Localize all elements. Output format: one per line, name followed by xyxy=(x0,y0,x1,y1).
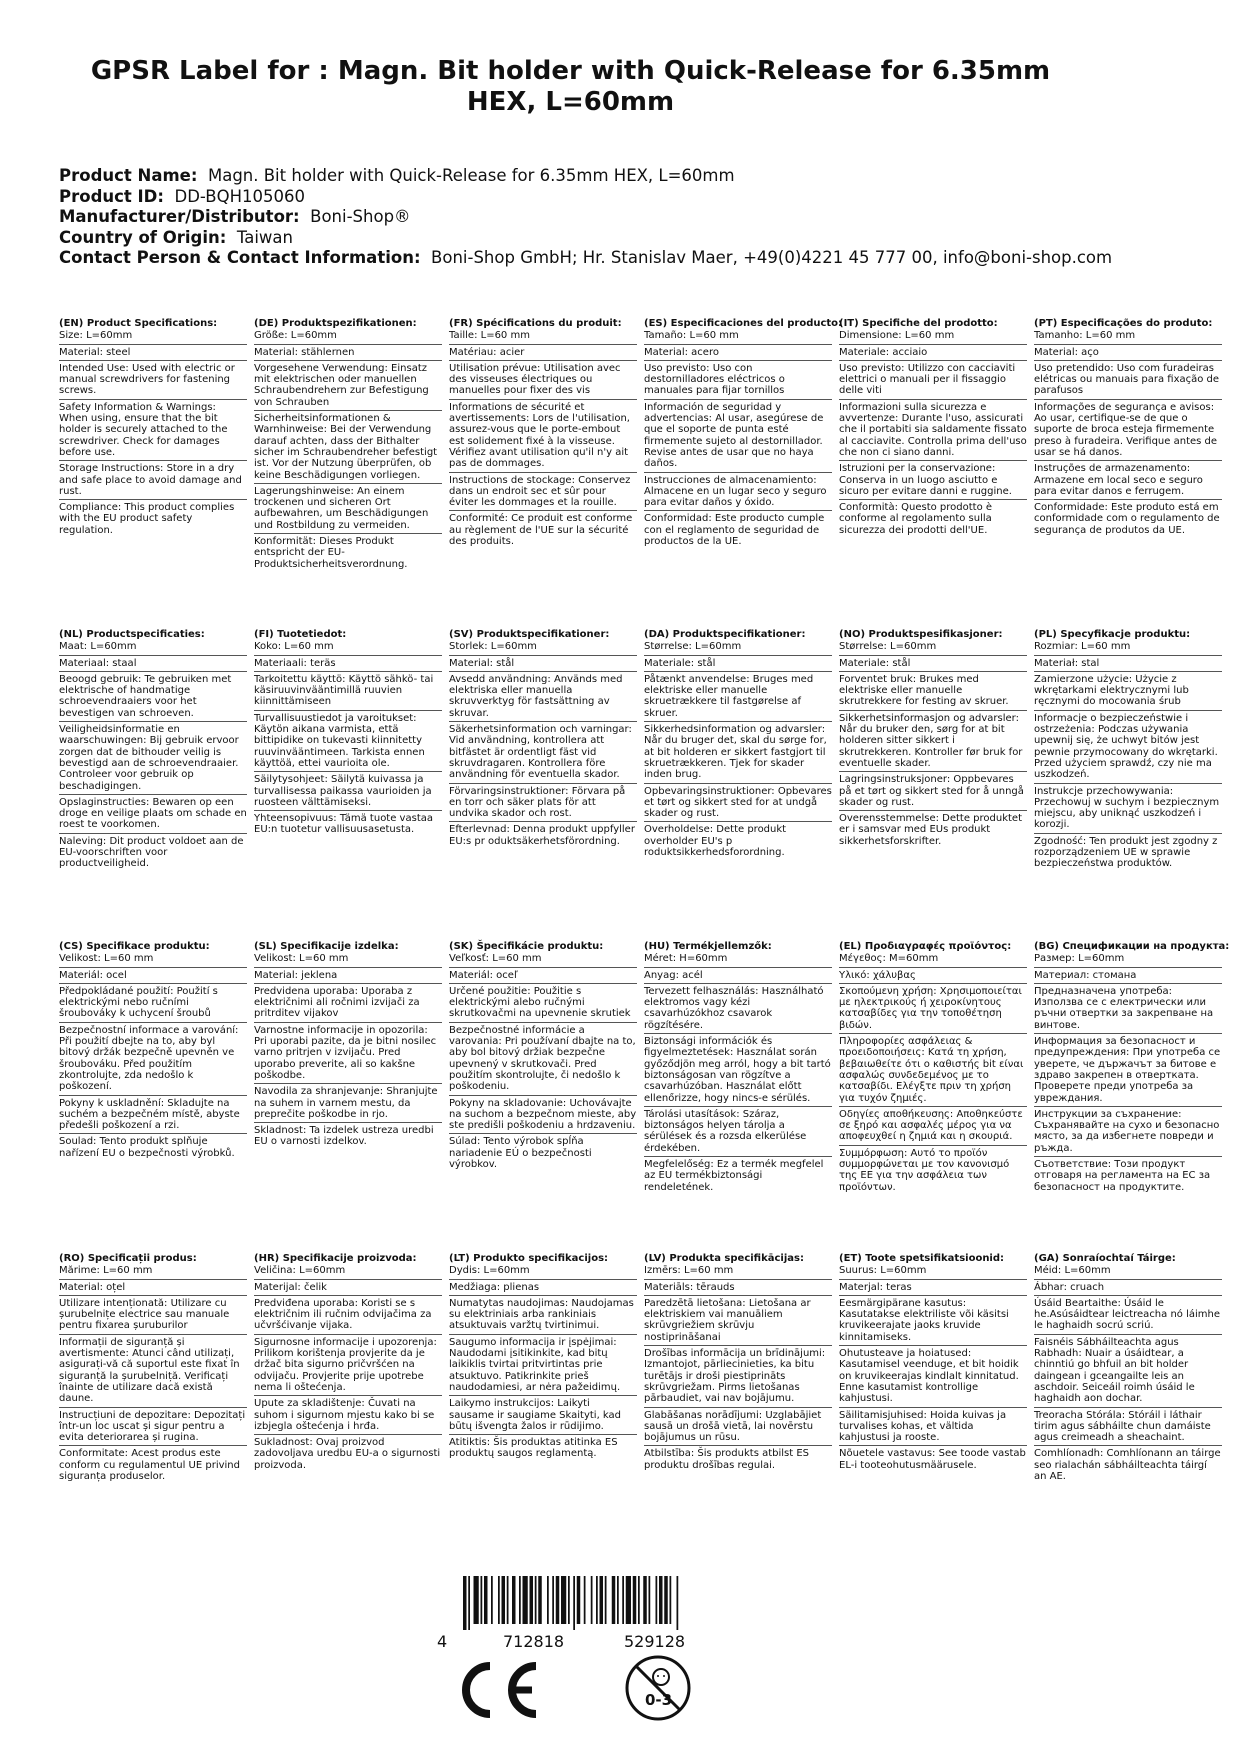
spec-line: Nõuetele vastavus: See toode vastab EL-i tooteohutusmäärusele. xyxy=(839,1448,1026,1471)
barcode-bar xyxy=(538,1576,542,1624)
barcode-bar xyxy=(612,1576,616,1624)
spec-block-heading: (CS) Specifikace produktu: xyxy=(59,941,210,952)
spec-block xyxy=(59,1253,247,1486)
barcode-bar xyxy=(463,1576,467,1630)
spec-line: Numatytas naudojimas: Naudojamas su elektriniais arba rankiniais atsuktuvais varžtų tvirtinimui. xyxy=(449,1298,637,1335)
spec-line: Určené použitie: Použitie s elektrickými alebo ručnými skrutkovačmi na upevnenie skrutiek xyxy=(449,986,637,1023)
spec-block-heading: (SK) Špecifikácie produktu: xyxy=(449,941,604,952)
spec-line: Saugumo informacija ir įspėjimai: Naudodami įsitikinkite, kad bitų laikiklis tvirtai pritvirtintas prie atsuktuvo. Patikrinkite prieš naudodamiesi, ar nėra pažeidimų. xyxy=(449,1337,637,1396)
spec-line: Material: acero xyxy=(644,347,832,361)
spec-line: Biztonsági információk és figyelmeztetések: Használat során győződjön meg arról, hogy a bit tartó biztonságosan van rögzítve a csavarhúzóban. Használat előtt ellenőrizze, hogy nincs-e sérülés. xyxy=(644,1036,832,1107)
barcode-bar xyxy=(502,1576,506,1624)
spec-block xyxy=(59,941,247,1163)
spec-line: Bezpečnostné informácie a varovania: Pri používaní dbajte na to, aby bol bitový držiak bezpečne upevnený v skrutkovači. Pred použitím skontrolujte, či nedošlo k poškodeniu. xyxy=(449,1025,637,1096)
spec-line: Zamierzone użycie: Użycie z wkrętarkami elektrycznymi lub ręcznymi do mocowania śrub xyxy=(1034,674,1222,711)
spec-line: Uso previsto: Uso con destornilladores eléctricos o manuales para fijar tornillos xyxy=(644,363,832,400)
spec-line: Safety Information & Warnings: When using, ensure that the bit holder is securely attached to the screwdriver. Check for damages before use. xyxy=(59,402,247,461)
spec-block-heading: (ET) Toote spetsifikatsioonid: xyxy=(839,1253,1005,1264)
barcode-bar xyxy=(556,1576,560,1624)
spec-line: Conformidade: Este produto está em conformidade com o regulamento de segurança de produtos da UE. xyxy=(1034,502,1220,536)
manufacturer-label: Manufacturer/Distributor: xyxy=(59,207,300,226)
spec-line: Materijal: čelik xyxy=(254,1282,442,1296)
spec-line: Konformität: Dieses Produkt entspricht der EU-Produktsicherheitsverordnung. xyxy=(254,536,408,570)
spec-line: Størrelse: L=60mm xyxy=(839,641,1027,655)
barcode-bar xyxy=(596,1576,598,1624)
spec-line: Bezpečnostní informace a varování: Při použití dbejte na to, aby byl bitový držák bezpečně upevněn ve šroubováku. Před použitím zkontrolujte, zda nedošlo k poškození. xyxy=(59,1025,247,1096)
product-name-value: Magn. Bit holder with Quick-Release for 6.35mm HEX, L=60mm xyxy=(207,166,735,185)
barcode-bar xyxy=(638,1576,640,1624)
spec-block-heading: (LT) Produkto specifikacijos: xyxy=(449,1253,609,1264)
spec-block-heading: (FI) Tuotetiedot: xyxy=(254,629,347,640)
barcode-bar xyxy=(491,1576,493,1624)
spec-line: Οδηγίες αποθήκευσης: Αποθηκεύστε σε ξηρό και ασφαλές μέρος για να αποφευχθεί η ζημιά και η σκουριά. xyxy=(839,1109,1027,1146)
spec-line: Atbilstība: Šis produkts atbilst ES produktu drošības regulai. xyxy=(644,1448,810,1471)
spec-block-heading: (HU) Termékjellemzők: xyxy=(644,941,772,952)
spec-block xyxy=(839,1253,1027,1475)
spec-block-heading: (EN) Product Specifications: xyxy=(59,318,218,329)
spec-line: Informații de siguranță și avertismente: Atunci când utilizați, asigurați-vă că suportul este fixat în siguranță la șurubelniță. Verificați înainte de utilizare dacă există daune. xyxy=(59,1337,247,1408)
spec-line: Tamanho: L=60 mm xyxy=(1034,330,1222,344)
barcode-bar xyxy=(512,1576,516,1624)
spec-line: Informazioni sulla sicurezza e avvertenze: Durante l'uso, assicurati che il portabiti sia saldamente fissato al cacciavite. Controlla prima dell'uso che non ci siano danni. xyxy=(839,402,1027,461)
barcode-digits-left: 4 xyxy=(437,1632,448,1651)
spec-line: Izmērs: L=60 mm xyxy=(644,1265,832,1279)
spec-line: Rozmiar: L=60 mm xyxy=(1034,641,1222,655)
spec-block-heading: (SV) Produktspecifikationer: xyxy=(449,629,610,640)
contact-row xyxy=(59,248,1199,269)
spec-line: Instrucțiuni de depozitare: Depozitați într-un loc uscat și sigur pentru a evita deteriorarea și rugina. xyxy=(59,1410,247,1447)
spec-block-heading: (NL) Productspecificaties: xyxy=(59,629,205,640)
spec-block xyxy=(254,1253,442,1475)
spec-line: Koko: L=60 mm xyxy=(254,641,442,655)
spec-line: Velikost: L=60 mm xyxy=(254,953,442,967)
spec-block-heading: (EL) Προδιαγραφές προϊόντος: xyxy=(839,941,1012,952)
barcode-bar xyxy=(573,1576,575,1630)
spec-block xyxy=(839,629,1027,851)
barcode-bar xyxy=(547,1576,549,1624)
barcode-bar xyxy=(498,1576,500,1624)
spec-line: Conformitate: Acest produs este conform cu regulamentul UE privind siguranța produselor. xyxy=(59,1448,240,1483)
spec-line: Beoogd gebruik: Te gebruiken met elektrische of handmatige schroevendraaiers voor het bevestigen van schroeven. xyxy=(59,674,247,722)
spec-block xyxy=(449,941,637,1174)
spec-line: Intended Use: Used with electric or manual screwdrivers for fastening screws. xyxy=(59,363,247,400)
spec-line: Pokyny k uskladnění: Skladujte na suchém a bezpečném místě, abyste předešli poškození a rzi. xyxy=(59,1098,247,1135)
spec-line: Sicherheitsinformationen & Warnhinweise: Bei der Verwendung darauf achten, dass der Bithalter sicher im Schraubendreher befestigt ist. Vor der Nutzung überprüfen, ob keine Beschädigungen vorliegen. xyxy=(254,413,442,484)
spec-line: Méret: H=60mm xyxy=(644,953,832,967)
spec-block-heading: (FR) Spécifications du produit: xyxy=(449,318,622,329)
spec-block xyxy=(1034,941,1230,1197)
product-name-label: Product Name: xyxy=(59,166,198,185)
country-row xyxy=(59,228,1199,249)
barcode-bar xyxy=(664,1576,668,1624)
barcode-bar xyxy=(484,1576,488,1624)
barcode-bar xyxy=(568,1576,570,1624)
spec-line: Material: stählernen xyxy=(254,347,442,361)
barcode-bar xyxy=(600,1576,604,1624)
spec-block xyxy=(644,941,832,1197)
barcode-bar xyxy=(649,1576,651,1624)
country-value: Taiwan xyxy=(236,227,293,247)
spec-line: Ábhar: cruach xyxy=(1034,1282,1222,1296)
manufacturer-row xyxy=(59,207,1199,228)
spec-line: Materiale: acciaio xyxy=(839,347,1027,361)
spec-line: Material: aço xyxy=(1034,347,1222,361)
spec-block xyxy=(839,318,1027,540)
spec-line: Drošības informācija un brīdinājumi: Izmantojot, pārliecinieties, ka bitu turētājs ir droši piestiprināts skrūvgriežam. Pirms lietošanas pārbaudiet, vai nav bojājumu. xyxy=(644,1348,832,1407)
spec-line: Varnostne informacije in opozorila: Pri uporabi pazite, da je bitni nosilec varno pritrjen v izvijaču. Pred uporabo preverite, ali so kakšne poškodbe. xyxy=(254,1025,442,1084)
spec-block-heading: (NO) Produktspesifikasjoner: xyxy=(839,629,1003,640)
spec-line: Säilytysohjeet: Säilytä kuivassa ja turvallisessa paikassa vaurioiden ja ruosteen välttämiseksi. xyxy=(254,774,442,811)
spec-line: Glabāšanas norādījumi: Uzglabājiet sausā un drošā vietā, lai novērstu bojājumus un rūsu. xyxy=(644,1410,832,1447)
barcode-bar xyxy=(605,1576,607,1624)
spec-line: Größe: L=60mm xyxy=(254,330,442,344)
spec-block xyxy=(1034,629,1222,874)
spec-line: Conformità: Questo prodotto è conforme al regolamento sulla sicurezza dei prodotti dell'UE. xyxy=(839,502,993,536)
barcode-digits-right: 529128 xyxy=(624,1632,686,1651)
spec-line: Påtænkt anvendelse: Bruges med elektriske eller manuelle skruetrækkere til fastgørelse af skruer. xyxy=(644,674,832,722)
spec-block xyxy=(59,629,247,874)
spec-line: Μέγεθος: Μ=60mm xyxy=(839,953,1027,967)
barcode-bar xyxy=(670,1576,672,1624)
spec-line: Förvaringsinstruktioner: Förvara på en torr och säker plats för att undvika skador och rost. xyxy=(449,786,637,823)
spec-block xyxy=(644,318,843,551)
barcode-bar xyxy=(552,1576,554,1624)
spec-line: Treoracha Stórála: Stóráil i láthair tirim agus sábháilte chun damáiste agus creimeadh a sheachaint. xyxy=(1034,1410,1222,1447)
spec-line: Taille: L=60 mm xyxy=(449,330,637,344)
spec-block-heading: (PT) Especificações do produto: xyxy=(1034,318,1213,329)
spec-line: Atitiktis: Šis produktas atitinka ES produktų saugos reglamentą. xyxy=(449,1437,618,1460)
spec-block xyxy=(254,318,442,574)
spec-line: Veličina: L=60mm xyxy=(254,1265,442,1279)
spec-block xyxy=(644,1253,832,1475)
spec-line: Tarkoitettu käyttö: Käyttö sähkö- tai käsiruuvinvääntimillä ruuvien kiinnittämiseen xyxy=(254,674,442,711)
spec-line: Υλικό: χάλυβας xyxy=(839,970,1027,984)
spec-line: Sikkerhedsinformation og advarsler: Når du bruger det, skal du sørge for, at bit holderen er sikkert fastgjort til skruetrækkeren. Tjek for skader inden brug. xyxy=(644,724,832,783)
spec-line: Opbevaringsinstruktioner: Opbevares et tørt og sikkert sted for at undgå skader og rust. xyxy=(644,786,832,823)
spec-line: Συμμόρφωση: Αυτό το προϊόν συμμορφώνεται με τον κανονισμό της ΕΕ για την ασφάλεια των προϊόντων. xyxy=(839,1147,1010,1193)
spec-line: Utilisation prévue: Utilisation avec des visseuses électriques ou manuelles pour fixer des vis xyxy=(449,363,637,400)
spec-line: Materiaal: staal xyxy=(59,658,247,672)
spec-line: Istruzioni per la conservazione: Conserva in un luogo asciutto e sicuro per evitare danni e ruggine. xyxy=(839,463,1027,500)
spec-line: Compliance: This product complies with the EU product safety regulation. xyxy=(59,502,235,536)
spec-line: Conformité: Ce produit est conforme au règlement de l'UE sur la sécurité des produits. xyxy=(449,513,633,548)
spec-line: Lagringsinstruksjoner: Oppbevares på et tørt og sikkert sted for å unngå skader og rust. xyxy=(839,774,1027,811)
spec-block xyxy=(449,318,637,551)
spec-line: Storage Instructions: Store in a dry and safe place to avoid damage and rust. xyxy=(59,463,247,500)
spec-line: Material: oțel xyxy=(59,1282,247,1296)
spec-line: Naleving: Dit product voldoet aan de EU-voorschriften voor productveiligheid. xyxy=(59,835,244,870)
spec-line: Laikymo instrukcijos: Laikyti sausame ir saugiame Skaityti, kad būtų išvengta žalos ir rūdijimo. xyxy=(449,1398,637,1435)
spec-line: Informações de segurança e avisos: Ao usar, certifique-se de que o suporte de broca esteja firmemente preso à furadeira. Verifique antes de usar se há danos. xyxy=(1034,402,1222,461)
spec-line: Velikost: L=60 mm xyxy=(59,953,247,967)
spec-block xyxy=(254,941,442,1152)
barcode-bar xyxy=(535,1576,537,1624)
spec-line: Méid: L=60mm xyxy=(1034,1265,1222,1279)
spec-line: Matériau: acier xyxy=(449,347,637,361)
country-label: Country of Origin: xyxy=(59,227,227,247)
spec-block-heading: (HR) Specifikacije proizvoda: xyxy=(254,1253,417,1264)
spec-line: Overensstemmelse: Dette produktet er i samsvar med EUs produkt sikkerhetsforskrifter. xyxy=(839,813,1022,847)
spec-line: Eesmärgipärane kasutus: Kasutatakse elektriliste või käsitsi kruvikeerajate jaoks kruvide kinnitamiseks. xyxy=(839,1298,1027,1346)
spec-line: Материал: стомана xyxy=(1034,970,1222,984)
spec-line: Información de seguridad y advertencias: Al usar, asegúrese de que el soporte de punta esté firmemente sujeto al destornillador. Revise antes de usar que no haya daños. xyxy=(644,402,832,473)
spec-line: Avsedd användning: Används med elektriska eller manuella skruvverktyg för fastsättning av skruvar. xyxy=(449,674,637,722)
product-name-row xyxy=(59,166,1199,187)
barcode-bar xyxy=(481,1576,483,1624)
spec-line: Opslaginstructies: Bewaren op een droge en veilige plaats om schade en roest te voorkomen. xyxy=(59,797,247,834)
spec-line: Suurus: L=60mm xyxy=(839,1265,1027,1279)
spec-block xyxy=(59,318,247,540)
spec-line: Mărime: L=60 mm xyxy=(59,1265,247,1279)
barcode-bar xyxy=(577,1576,581,1624)
spec-line: Uso pretendido: Uso com furadeiras elétricas ou manuais para fixação de parafusos xyxy=(1034,363,1222,400)
spec-line: Storlek: L=60mm xyxy=(449,641,637,655)
age-range-label: 0-3 xyxy=(645,1691,673,1709)
spec-line: Instrukcje przechowywania: Przechowuj w suchym i bezpiecznym miejscu, aby uniknąć uszkodzeń i korozji. xyxy=(1034,786,1222,834)
spec-block-heading: (IT) Specifiche del prodotto: xyxy=(839,318,998,329)
spec-line: Forventet bruk: Brukes med elektriske eller manuelle skrutrekkere for festing av skruer. xyxy=(839,674,1027,711)
spec-line: Σκοπούμενη χρήση: Χρησιμοποιείται με ηλεκτρικούς ή χειροκίνητους κατσαβίδες για την τοποθέτηση βιδών. xyxy=(839,986,1027,1034)
spec-line: Предназначена употреба: Използва се с електрически или ръчни отвертки за закрепване на винтове. xyxy=(1034,986,1222,1034)
spec-line: Navodila za shranjevanje: Shranjujte na suhem in varnem mestu, da preprečite poškodbe in rjo. xyxy=(254,1086,442,1123)
spec-line: Upute za skladištenje: Čuvati na suhom i sigurnom mjestu kako bi se izbjegla oštećenja i hrđa. xyxy=(254,1398,442,1435)
spec-block-heading: (LV) Produkta specifikācijas: xyxy=(644,1253,804,1264)
spec-block-heading: (ES) Especificaciones del producto: xyxy=(644,318,843,329)
spec-block-heading: (BG) Спецификации на продукта: xyxy=(1034,941,1230,952)
spec-line: Πληροφορίες ασφάλειας & προειδοποιήσεις: Κατά τη χρήση, βεβαιωθείτε ότι ο καθιστής bit είναι ασφαλώς συνδεδεμένος με το κατσαβίδι. Ελέγξτε πριν τη χρήση για τυχόν ζημιές. xyxy=(839,1036,1027,1107)
spec-line: Yhteensopivuus: Tämä tuote vastaa EU:n tuotetur vallisuusasetusta. xyxy=(254,813,433,836)
spec-line: Zgodność: Ten produkt jest zgodny z rozporządzeniem UE w sprawie bezpieczeństwa produktów. xyxy=(1034,835,1218,870)
spec-block-heading: (GA) Sonraíochtaí Táirge: xyxy=(1034,1253,1176,1264)
spec-block xyxy=(839,941,1027,1197)
spec-block xyxy=(254,629,442,840)
spec-line: Anyag: acél xyxy=(644,970,832,984)
spec-line: Dimensione: L=60 mm xyxy=(839,330,1027,344)
spec-line: Sigurnosne informacije i upozorenja: Prilikom korištenja provjerite da je držač bita sigurno pričvršćen na odvijaču. Provjerite prije upotrebe nema li oštećenja. xyxy=(254,1337,442,1396)
spec-line: Předpokládané použití: Použití s elektrickými nebo ručními šroubováky k uchycení šroubů xyxy=(59,986,247,1023)
spec-line: Materiál: oceľ xyxy=(449,970,637,984)
barcode-bar xyxy=(622,1576,624,1624)
spec-line: Информация за безопасност и предупреждения: При употреба се уверете, че държачът за битове е здраво закрепен в отвертката. Проверете преди употреба за увреждания. xyxy=(1034,1036,1222,1107)
spec-block-heading: (PL) Specyfikacje produktu: xyxy=(1034,629,1191,640)
spec-line: Materiał: stal xyxy=(1034,658,1222,672)
spec-line: Säilitamisjuhised: Hoida kuivas ja turvalises kohas, et vältida kahjustusi ja rooste. xyxy=(839,1410,1027,1447)
spec-line: Materiaali: teräs xyxy=(254,658,442,672)
manufacturer-value: Boni-Shop® xyxy=(310,207,411,226)
barcode-bar xyxy=(468,1576,470,1630)
spec-block-heading: (DA) Produktspecifikationer: xyxy=(644,629,806,640)
barcode-bar xyxy=(591,1576,593,1624)
spec-line: Maat: L=60mm xyxy=(59,641,247,655)
spec-line: Megfelelőség: Ez a termék megfelel az EU termékbiztonsági rendeletének. xyxy=(644,1159,824,1193)
spec-block xyxy=(644,629,832,862)
spec-line: Størrelse: L=60mm xyxy=(644,641,832,655)
barcode-bar xyxy=(474,1576,479,1624)
spec-line: Instrucciones de almacenamiento: Almacene en un lugar seco y seguro para evitar daños y óxido. xyxy=(644,475,832,512)
spec-line: Инструкции за съхранение: Съхранявайте на сухо и безопасно място, за да избегнете повреди и ръжда. xyxy=(1034,1109,1222,1157)
barcode-bar xyxy=(561,1576,566,1624)
barcode-bar xyxy=(659,1576,663,1624)
spec-line: Predvidena uporaba: Uporaba z električnimi ali ročnimi izvijači za pritrditev vijakov xyxy=(254,986,442,1023)
product-info xyxy=(59,166,1199,269)
spec-line: Veľkosť: L=60 mm xyxy=(449,953,637,967)
spec-line: Materjal: teras xyxy=(839,1282,1027,1296)
spec-line: Veiligheidsinformatie en waarschuwingen: Bij gebruik ervoor zorgen dat de bithouder veilig is bevestigd aan de schroevendraaier. Controleer voor gebruik op beschadigingen. xyxy=(59,724,247,795)
spec-block xyxy=(449,1253,637,1464)
spec-line: Informacje o bezpieczeństwie i ostrzeżenia: Podczas używania upewnij się, że uchwyt bitów jest pewnie przymocowany do wkrętarki. Przed użyciem sprawdź, czy nie ma uszkodzeń. xyxy=(1034,713,1222,784)
spec-line: Vorgesehene Verwendung: Einsatz mit elektrischen oder manuellen Schraubendrehern zur Befestigung von Schrauben xyxy=(254,363,442,411)
spec-line: Predviđena uporaba: Koristi se s električnim ili ručnim odvijačima za učvršćivanje vijaka. xyxy=(254,1298,442,1335)
spec-line: Paredzētā lietošana: Lietošana ar elektriskiem vai manuāliem skrūvgriežiem skrūvju nostiprināšanai xyxy=(644,1298,832,1346)
spec-line: Tervezett felhasználás: Használható elektromos vagy kézi csavarhúzókhoz csavarok rögzítésére. xyxy=(644,986,832,1034)
age-warning-icon xyxy=(623,1653,693,1723)
spec-line: Súlad: Tento výrobok spĺňa nariadenie EÚ o bezpečnosti výrobkov. xyxy=(449,1136,592,1171)
spec-block xyxy=(1034,318,1222,540)
spec-block xyxy=(449,629,637,851)
spec-line: Dydis: L=60mm xyxy=(449,1265,637,1279)
spec-line: Overholdelse: Dette produkt overholder EU's p roduktsikkerhedsforordning. xyxy=(644,824,787,859)
spec-line: Materiale: stål xyxy=(839,658,1027,672)
spec-line: Size: L=60mm xyxy=(59,330,247,344)
barcode-icon xyxy=(463,1576,743,1630)
spec-block-heading: (SL) Specifikacije izdelka: xyxy=(254,941,399,952)
spec-line: Säkerhetsinformation och varningar: Vid användning, kontrollera att bitfästet är ordentligt fäst vid skruvdragaren. Kontrollera före användning för eventuella skador. xyxy=(449,724,637,783)
barcode-bar xyxy=(677,1576,679,1630)
spec-line: Uso previsto: Utilizzo con cacciaviti elettrici o manuali per il fissaggio delle viti xyxy=(839,363,1027,400)
spec-line: Soulad: Tento produkt splňuje nařízení EU o bezpečnosti výrobků. xyxy=(59,1136,235,1159)
spec-line: Ohutusteave ja hoiatused: Kasutamisel veenduge, et bit hoidik on kruvikeerajas kindlalt kinnitatud. Enne kasutamist kontrollige kahjustusi. xyxy=(839,1348,1027,1407)
spec-block-heading: (DE) Produktspezifikationen: xyxy=(254,318,417,329)
spec-line: Materiāls: tērauds xyxy=(644,1282,832,1296)
barcode-digits-mid: 712818 xyxy=(503,1632,565,1651)
spec-line: Faisnéis Sábháilteachta agus Rabhadh: Nuair a úsáidtear, a chinntiú go bhfuil an bit holder daingean i gceangailte leis an aschdoir. Seiceáil roimh úsáid le haghaidh aon dochar. xyxy=(1034,1337,1222,1408)
barcode-bar xyxy=(523,1576,528,1624)
spec-line: Conformidad: Este producto cumple con el reglamento de seguridad de productos de la UE. xyxy=(644,513,825,548)
barcode-bar xyxy=(617,1576,619,1624)
spec-line: Informations de sécurité et avertissements: Lors de l'utilisation, assurez-vous que le porte-embout est solidement fixé à la visseuse. Vérifiez avant utilisation qu'il n'y ait pas de dommages. xyxy=(449,402,637,473)
spec-line: Utilizare intenționată: Utilizare cu șurubelnițe electrice sau manuale pentru fixarea șuruburilor xyxy=(59,1298,247,1335)
barcode-bar xyxy=(643,1576,647,1624)
spec-block-heading: (RO) Specificații produs: xyxy=(59,1253,197,1264)
spec-line: Turvallisuustiedot ja varoitukset: Käytön aikana varmista, että bittipidike on tukevasti kiinnitetty ruuvinvääntimeen. Tarkista ennen käyttöä, ettei vaurioita ole. xyxy=(254,713,442,772)
spec-line: Medžiaga: plienas xyxy=(449,1282,637,1296)
barcode-bar xyxy=(584,1576,586,1624)
spec-block xyxy=(1034,1253,1222,1486)
spec-line: Materiale: stål xyxy=(644,658,832,672)
barcode-bar xyxy=(633,1576,637,1624)
spec-line: Sukladnost: Ovaj proizvod zadovoljava uredbu EU-a o sigurnosti proizvoda. xyxy=(254,1437,441,1471)
product-id-value: DD-BQH105060 xyxy=(174,186,305,206)
spec-line: Instructions de stockage: Conservez dans un endroit sec et sûr pour éviter les dommages et la rouille. xyxy=(449,475,637,512)
spec-line: Material: jeklena xyxy=(254,970,442,984)
spec-line: Úsáid Beartaithe: Úsáid le he.Asúsáidtear leictreacha nó láimhe le haghaidh socrú scriú. xyxy=(1034,1298,1222,1335)
spec-line: Lagerungshinweise: An einem trockenen und sicheren Ort aufbewahren, um Beschädigungen und Rostbildung zu vermeiden. xyxy=(254,486,442,534)
product-id-row xyxy=(59,187,1199,208)
spec-line: Размер: L=60mm xyxy=(1034,953,1222,967)
spec-line: Tárolási utasítások: Száraz, biztonságos helyen tárolja a sérülések és a rozsda elkerülése érdekében. xyxy=(644,1109,832,1157)
spec-line: Pokyny na skladovanie: Uchovávajte na suchom a bezpečnom mieste, aby ste predišli poškodeniu a hrdzaveniu. xyxy=(449,1098,637,1135)
spec-line: Material: steel xyxy=(59,347,247,361)
barcode-bar xyxy=(530,1576,534,1624)
page-title: GPSR Label for : Magn. Bit holder with Quick-Release for 6.35mm HEX, L=60mm xyxy=(90,56,1051,117)
spec-line: Съответствие: Този продукт отговаря на регламента на ЕС за безопасност на продуктите. xyxy=(1034,1159,1211,1193)
barcode-bar xyxy=(656,1576,658,1624)
spec-line: Efterlevnad: Denna produkt uppfyller EU:s pr oduktsäkerhetsförordning. xyxy=(449,824,635,847)
spec-line: Material: stål xyxy=(449,658,637,672)
spec-line: Instruções de armazenamento: Armazene em local seco e seguro para evitar danos e ferrugem. xyxy=(1034,463,1222,500)
spec-line: Materiál: ocel xyxy=(59,970,247,984)
spec-line: Sikkerhetsinformasjon og advarsler: Når du bruker den, sørg for at bit holderen sitter sikkert i skrutrekkeren. Kontroller før bruk for eventuelle skader. xyxy=(839,713,1027,772)
ce-mark-icon xyxy=(450,1660,540,1720)
spec-line: Tamaño: L=60 mm xyxy=(644,330,832,344)
barcode-bar xyxy=(507,1576,509,1624)
barcode-bar xyxy=(626,1576,631,1624)
barcode-bar xyxy=(519,1576,521,1624)
contact-value: Boni-Shop GmbH; Hr. Stanislav Maer, +49(0)4221 45 777 00, info@boni-shop.com xyxy=(431,248,1113,267)
spec-line: Comhlíonadh: Comhlíonann an táirge seo rialachán sábháilteachta táirgí an AE. xyxy=(1034,1448,1221,1483)
spec-line: Skladnost: Ta izdelek ustreza uredbi EU o varnosti izdelkov. xyxy=(254,1125,434,1148)
product-id-label: Product ID: xyxy=(59,186,164,206)
contact-label: Contact Person & Contact Information: xyxy=(59,248,421,267)
